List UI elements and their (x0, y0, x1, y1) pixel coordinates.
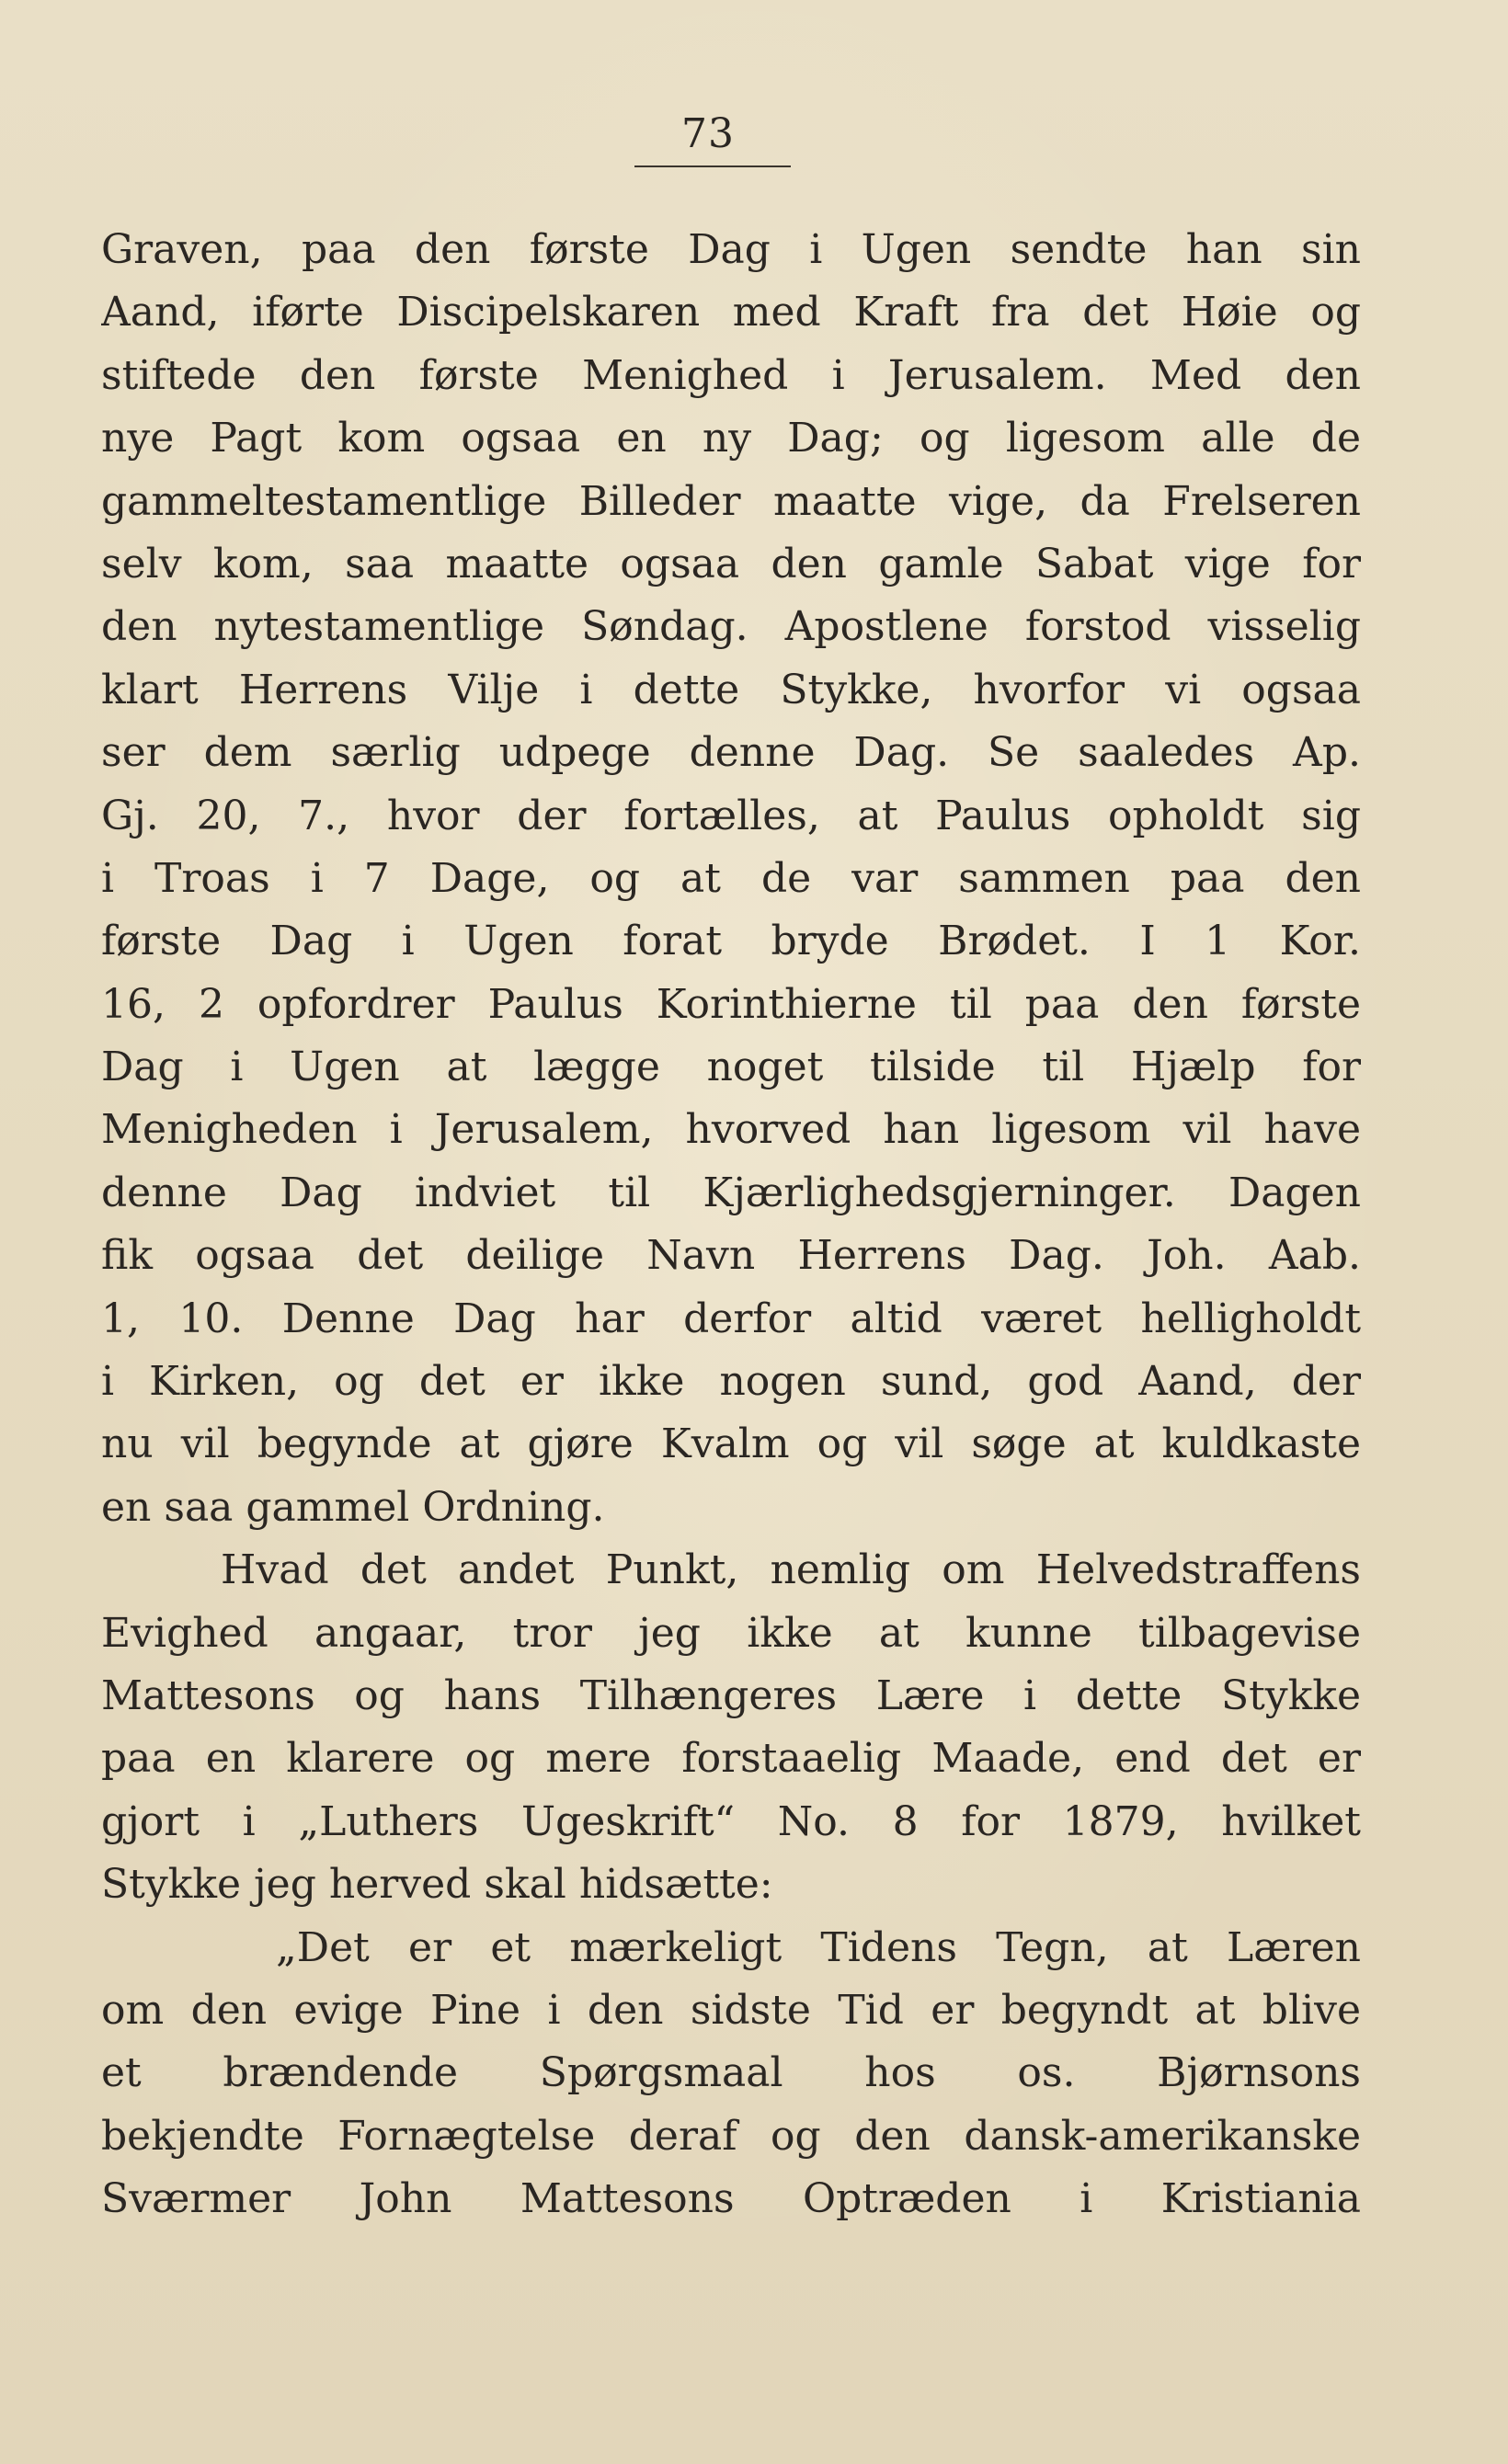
text-line: paa en klarere og mere forstaaelig Maade, end det er (101, 1735, 1361, 1783)
text-line: Evighed angaar, tror jeg ikke at kunne tilbagevise (101, 1609, 1361, 1657)
text-line: 16, 2 opfordrer Paulus Korinthierne til paa den første (101, 980, 1361, 1028)
text-line: Graven, paa den første Dag i Ugen sendte han sin (101, 226, 1361, 273)
text-line: selv kom, saa maatte ogsaa den gamle Sabat vige for (101, 540, 1361, 587)
text-line: første Dag i Ugen forat bryde Brødet. I 1 Kor. (101, 918, 1361, 965)
text-line: den nytestamentlige Søndag. Apostlene forstod visselig (101, 603, 1361, 651)
text-line: „Det er et mærkeligt Tidens Tegn, at Læren (276, 1923, 1361, 1971)
text-line: Dag i Ugen at lægge noget tilside til Hjælp for (101, 1044, 1361, 1091)
text-line: Menigheden i Jerusalem, hvorved han ligesom vil have (101, 1106, 1361, 1154)
header-rule (634, 165, 791, 167)
text-line: Gj. 20, 7., hvor der fortælles, at Paulus opholdt sig (101, 792, 1361, 839)
text-line: Mattesons og hans Tilhængeres Lære i dette Stykke (101, 1671, 1361, 1719)
text-line: gjort i „Luthers Ugeskrift“ No. 8 for 1879, hvilket (101, 1797, 1361, 1845)
text-line: klart Herrens Vilje i dette Stykke, hvorfor vi ogsaa (101, 666, 1361, 713)
page-number: 73 (681, 110, 735, 157)
text-line: fik ogsaa det deilige Navn Herrens Dag. Joh. Aab. (101, 1232, 1361, 1280)
text-line: Stykke jeg herved skal hidsætte: (101, 1861, 773, 1909)
text-line: Aand, iførte Discipelskaren med Kraft fra det Høie og (101, 289, 1361, 337)
text-line: i Kirken, og det er ikke nogen sund, god Aand, der (101, 1358, 1361, 1406)
text-line: Hvad det andet Punkt, nemlig om Helvedstraffens (221, 1546, 1361, 1594)
text-line: i Troas i 7 Dage, og at de var sammen paa den (101, 854, 1361, 902)
text-line: 1, 10. Denne Dag har derfor altid været helligholdt (101, 1295, 1361, 1342)
text-line: denne Dag indviet til Kjærlighedsgjerninger. Dagen (101, 1169, 1361, 1216)
text-line: Sværmer John Mattesons Optræden i Kristiania (101, 2175, 1361, 2223)
text-line: et brændende Spørgsmaal hos os. Bjørnsons (101, 2049, 1361, 2097)
text-line: bekjendte Fornægtelse deraf og den dansk-amerikanske (101, 2112, 1361, 2160)
text-line: gammeltestamentlige Billeder maatte vige, da Frelseren (101, 477, 1361, 525)
text-line: stiftede den første Menighed i Jerusalem. Med den (101, 351, 1361, 399)
body-text (101, 219, 1361, 2231)
text-line: ser dem særlig udpege denne Dag. Se saaledes Ap. (101, 729, 1361, 777)
text-line: nu vil begynde at gjøre Kvalm og vil søge at kuldkaste (101, 1420, 1361, 1468)
text-line: en saa gammel Ordning. (101, 1483, 605, 1531)
text-line: nye Pagt kom ogsaa en ny Dag; og ligesom alle de (101, 415, 1361, 462)
text-line: om den evige Pine i den sidste Tid er begyndt at blive (101, 1986, 1361, 2034)
